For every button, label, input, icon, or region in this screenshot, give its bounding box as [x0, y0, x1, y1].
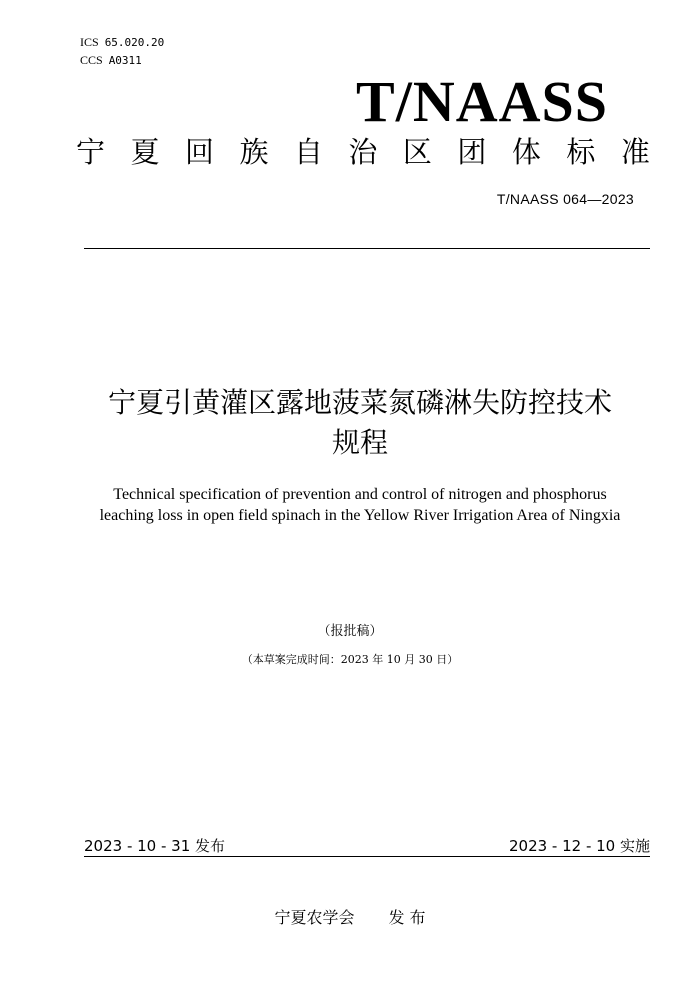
- chinese-title-line-1: 宁夏引黄灌区露地菠菜氮磷淋失防控技术: [107, 386, 612, 419]
- ics-label: ICS: [80, 35, 99, 49]
- chinese-title-line-2: 规程: [331, 426, 388, 459]
- draft-status: （报批稿）: [317, 624, 383, 639]
- draft-completion-date: （本草案完成时间：2023 年 10 月 30 日）: [241, 653, 459, 666]
- english-title-line-2: leaching loss in open field spinach in the Yellow River Irrigation Area of Ningxia: [99, 507, 621, 524]
- standard-number: T/NAASS 064—2023: [496, 191, 634, 207]
- org-char: 治: [348, 135, 378, 169]
- org-char: 夏: [130, 135, 160, 169]
- implementation-date: 2023 - 12 - 10 实施: [508, 837, 650, 855]
- org-char: 团: [457, 135, 487, 169]
- standard-brand: T/NAASS: [356, 69, 608, 134]
- publish-action: 发 布: [388, 908, 426, 927]
- ccs-code: A0311: [108, 54, 142, 67]
- publisher-line: [0, 905, 700, 928]
- ics-code: 65.020.20: [104, 36, 165, 49]
- org-char: 准: [620, 135, 650, 169]
- chinese-title: [60, 383, 660, 463]
- org-char: 回: [184, 135, 214, 169]
- org-char: 体: [511, 135, 541, 169]
- ccs-classification: [80, 52, 142, 69]
- ics-classification: [80, 34, 164, 51]
- footer-divider: [84, 856, 650, 857]
- ccs-label: CCS: [80, 53, 103, 67]
- english-title: [40, 484, 680, 526]
- issue-date: 2023 - 10 - 31 发布: [84, 837, 226, 855]
- org-char: 标: [566, 135, 596, 169]
- organization-standard-heading: [76, 132, 650, 172]
- english-title-line-1: Technical specification of prevention and control of nitrogen and phosphorus: [113, 486, 607, 503]
- header-divider: [84, 248, 650, 249]
- org-char: 区: [402, 135, 432, 169]
- org-char: 族: [239, 135, 269, 169]
- org-char: 宁: [76, 135, 106, 169]
- org-char: 自: [293, 135, 323, 169]
- publisher-name: 宁夏农学会: [274, 908, 355, 927]
